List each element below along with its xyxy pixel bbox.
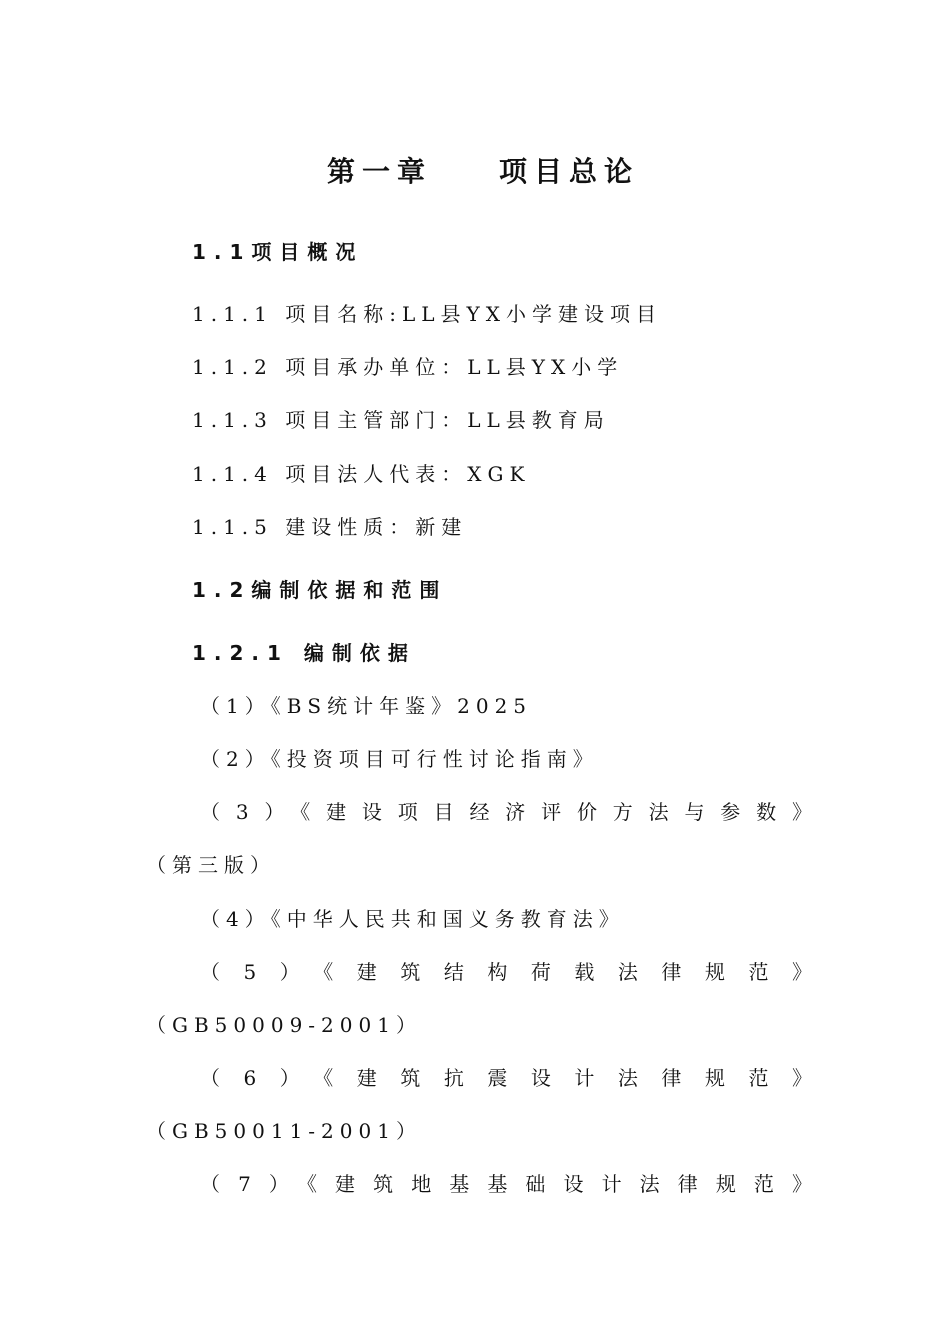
basis-item-4: （4）《中华人民共和国义务教育法》 <box>200 907 625 931</box>
project-sponsor-line: 1.1.2 项目承办单位：LL县YX小学 <box>192 355 624 379</box>
basis-item-3: （3）《建设项目经济评价方法与参数》 <box>200 800 812 824</box>
section-heading-overview: 1.1项目概况 <box>192 240 364 264</box>
subsection-heading-basis: 1.2.1 编制依据 <box>192 641 416 665</box>
section-heading-basis-scope: 1.2编制依据和范围 <box>192 578 448 602</box>
basis-item-3-continuation: （第三版） <box>146 853 276 877</box>
basis-item-6-continuation: （GB50011-2001） <box>146 1119 422 1143</box>
project-authority-line: 1.1.3 项目主管部门：LL县教育局 <box>192 408 610 432</box>
project-legal-rep-line: 1.1.4 项目法人代表：XGK <box>192 462 531 486</box>
project-name-line: 1.1.1 项目名称:LL县YX小学建设项目 <box>192 302 662 326</box>
basis-item-5: （5）《建筑结构荷载法律规范》 <box>200 960 812 984</box>
chapter-title: 第一章 项目总论 <box>327 155 639 188</box>
basis-item-5-continuation: （GB50009-2001） <box>146 1013 422 1037</box>
basis-item-6: （6）《建筑抗震设计法律规范》 <box>200 1066 812 1090</box>
basis-item-7: （7）《建筑地基基础设计法律规范》 <box>200 1172 812 1196</box>
basis-item-2: （2）《投资项目可行性讨论指南》 <box>200 747 599 771</box>
project-nature-line: 1.1.5 建设性质：新建 <box>192 515 468 539</box>
basis-item-1: （1）《BS统计年鉴》2025 <box>200 694 533 718</box>
